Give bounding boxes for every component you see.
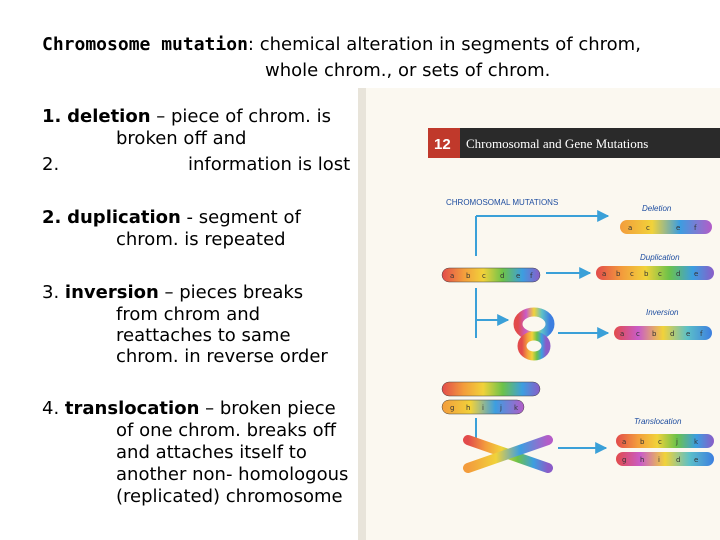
definition-text-2: whole chrom., or sets of chrom. bbox=[265, 60, 551, 81]
gene-label: a bbox=[628, 224, 633, 232]
item-deletion-number: 1. bbox=[42, 106, 62, 127]
chromosome-deletion bbox=[620, 220, 712, 234]
item-translocation-text-5: (replicated) chromosome bbox=[116, 486, 343, 507]
item-inversion-text-4: chrom. in reverse order bbox=[116, 346, 328, 367]
gene-label: c bbox=[630, 270, 634, 278]
chromosome-pair-top bbox=[442, 382, 540, 396]
item-translocation-term: translocation bbox=[64, 398, 200, 419]
gene-label: b bbox=[640, 438, 645, 446]
item-inversion-line-1 bbox=[42, 282, 303, 304]
gene-label: d bbox=[500, 272, 505, 280]
item-translocation-number: 4. bbox=[42, 398, 60, 419]
item-deletion-text-2: broken off and bbox=[116, 128, 247, 149]
gene-label: b bbox=[644, 270, 649, 278]
item-duplication-text-2: chrom. is repeated bbox=[116, 229, 286, 250]
gene-label: b bbox=[652, 330, 657, 338]
gene-label: c bbox=[482, 272, 486, 280]
gene-label: k bbox=[514, 404, 519, 412]
item-deletion-text-3: information is lost bbox=[188, 154, 351, 175]
gene-label: b bbox=[616, 270, 621, 278]
gene-label: a bbox=[450, 272, 455, 280]
gene-label: i bbox=[658, 456, 660, 464]
item-duplication-term: duplication bbox=[67, 207, 181, 228]
item-inversion-term: inversion bbox=[64, 282, 159, 303]
item-inversion-dash: – bbox=[158, 282, 180, 303]
definition-colon: : bbox=[247, 34, 254, 55]
gene-label: e bbox=[694, 456, 699, 464]
gene-label: e bbox=[676, 224, 681, 232]
gene-label: b bbox=[466, 272, 471, 280]
gene-label: d bbox=[676, 270, 681, 278]
item-duplication-text-1: segment of bbox=[198, 207, 301, 228]
chromosome-translocation-bottom bbox=[616, 452, 714, 466]
item-inversion-text-2: from chrom and bbox=[116, 304, 261, 325]
gene-label: d bbox=[670, 330, 675, 338]
chromosome-mutations-diagram bbox=[358, 88, 720, 540]
textbook-figure bbox=[358, 88, 720, 540]
gene-label: e bbox=[516, 272, 521, 280]
gene-label: f bbox=[530, 272, 533, 280]
label-deletion: Deletion bbox=[642, 204, 672, 213]
gene-label: g bbox=[622, 456, 627, 464]
definition-text-1: chemical alteration in segments of chrom, bbox=[259, 34, 641, 55]
gene-label: e bbox=[686, 330, 691, 338]
item-duplication-dash: - bbox=[180, 207, 199, 228]
item-inversion-text-1: pieces breaks bbox=[179, 282, 304, 303]
label-duplication: Duplication bbox=[640, 253, 680, 262]
chromosome-translocation-top bbox=[616, 434, 714, 448]
definition-line-1 bbox=[42, 34, 641, 56]
gene-label: f bbox=[700, 330, 703, 338]
item-deletion-line-1 bbox=[42, 106, 331, 128]
item-translocation-text-4: another non- homologous bbox=[116, 464, 349, 485]
item-duplication-number: 2. bbox=[42, 207, 62, 228]
gene-label: d bbox=[676, 456, 681, 464]
label-translocation: Translocation bbox=[634, 417, 682, 426]
chromosome-mutation-term: Chromosome mutation bbox=[42, 34, 248, 55]
gene-label: g bbox=[450, 404, 455, 412]
item-duplication-line-1 bbox=[42, 207, 301, 229]
item-translocation-text-1: broken piece bbox=[219, 398, 336, 419]
gene-label: c bbox=[646, 224, 650, 232]
gene-label: a bbox=[622, 438, 627, 446]
chromosome-inversion bbox=[614, 326, 712, 340]
page-edge bbox=[358, 88, 366, 540]
item-deletion-dash: – bbox=[150, 106, 171, 127]
chapter-number: 12 bbox=[434, 136, 451, 153]
gene-label: k bbox=[694, 438, 699, 446]
gene-label: a bbox=[602, 270, 607, 278]
label-inversion: Inversion bbox=[646, 308, 679, 317]
gene-label: j bbox=[500, 404, 502, 412]
gene-label: f bbox=[694, 224, 697, 232]
item-translocation-text-3: and attaches itself to bbox=[116, 442, 307, 463]
gene-label: c bbox=[658, 438, 662, 446]
item-deletion-term: deletion bbox=[67, 106, 151, 127]
gene-label: a bbox=[620, 330, 625, 338]
section-title: CHROMOSOMAL MUTATIONS bbox=[446, 198, 559, 207]
chromosome-original bbox=[442, 268, 540, 282]
gene-label: h bbox=[466, 404, 471, 412]
gene-label: h bbox=[640, 456, 645, 464]
gene-label: c bbox=[636, 330, 640, 338]
chapter-title: Chromosomal and Gene Mutations bbox=[466, 136, 649, 151]
item-inversion-number: 3. bbox=[42, 282, 60, 303]
gene-label: j bbox=[676, 438, 678, 446]
item-translocation-line-1 bbox=[42, 398, 336, 420]
gene-label: i bbox=[482, 404, 484, 412]
item-translocation-text-2: of one chrom. breaks off bbox=[116, 420, 337, 441]
item-inversion-text-3: reattaches to same bbox=[116, 325, 291, 346]
item-deletion-number-2: 2. bbox=[42, 154, 60, 175]
gene-label: c bbox=[658, 270, 662, 278]
item-deletion-text-1: piece of chrom. is bbox=[171, 106, 331, 127]
gene-label: e bbox=[694, 270, 699, 278]
item-translocation-dash: – bbox=[199, 398, 220, 419]
